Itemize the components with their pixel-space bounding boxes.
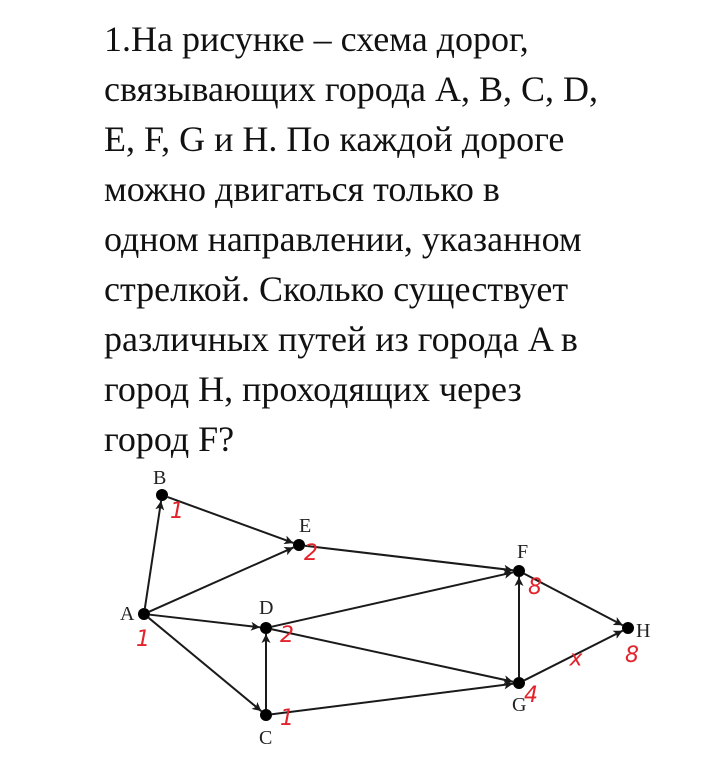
node-c: [260, 709, 272, 721]
node-d: [260, 622, 272, 634]
node-label-g: G: [512, 694, 527, 716]
problem-line-8: город H, проходящих через: [104, 369, 522, 409]
edge-d-f: [272, 572, 513, 626]
problem-line-1: 1.На рисунке – схема дорог,: [104, 19, 529, 59]
problem-line-4: можно двигаться только в: [104, 169, 500, 209]
annotation-g: 4: [524, 683, 538, 708]
node-label-d: D: [259, 597, 274, 619]
problem-line-6: стрелкой. Сколько существует: [104, 269, 569, 309]
annotation-f: 8: [528, 575, 542, 600]
problem-line-9: город F?: [104, 419, 235, 459]
node-a: [138, 608, 150, 620]
node-label-c: C: [259, 727, 273, 749]
node-label-h: H: [636, 620, 651, 642]
problem-line-3: E, F, G и H. По каждой дороге: [104, 119, 565, 159]
nodes-layer: [138, 489, 634, 721]
problem-line-5: одном направлении, указанном: [104, 219, 582, 259]
node-label-e: E: [299, 515, 312, 537]
edge-a-c: [149, 618, 262, 711]
node-label-b: B: [153, 467, 167, 489]
edge-a-b: [145, 501, 161, 608]
node-label-f: F: [517, 541, 529, 563]
node-f: [513, 565, 525, 577]
annotation-a: 1: [136, 627, 150, 652]
node-label-a: A: [120, 603, 135, 625]
edge-d-g: [272, 629, 513, 681]
problem-line-7: различных путей из города A в: [104, 319, 578, 359]
annotation-c: 1: [280, 706, 294, 731]
crossed-edge-mark: x: [569, 646, 583, 672]
annotations-layer: [136, 499, 639, 731]
problem-line-2: связывающих города A, B, C, D,: [104, 69, 598, 109]
annotation-h: 8: [625, 643, 639, 668]
annotation-b: 1: [170, 499, 184, 524]
annotation-e: 2: [304, 541, 318, 566]
edge-a-d: [150, 615, 260, 628]
edges-layer: [145, 497, 623, 714]
node-b: [156, 489, 168, 501]
edge-e-f: [305, 546, 513, 571]
edge-b-e: [168, 497, 294, 543]
node-h: [622, 622, 634, 634]
annotation-d: 2: [280, 623, 294, 648]
edge-c-g: [272, 684, 513, 714]
